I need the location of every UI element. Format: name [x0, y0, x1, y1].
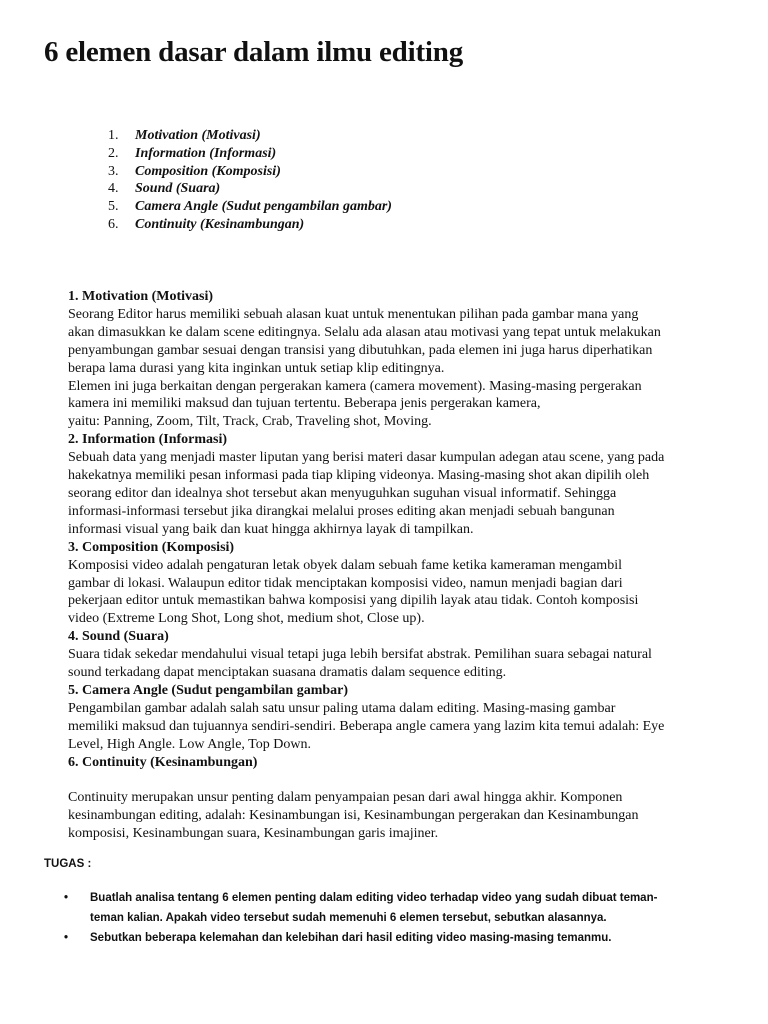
- bullet-icon: •: [64, 932, 69, 944]
- paragraph-line: komposisi, Kesinambungan suara, Kesinambungan garis imajiner.: [68, 826, 439, 842]
- section-information: [68, 431, 718, 538]
- list-item: [108, 145, 392, 163]
- list-number: 3.: [108, 163, 119, 179]
- paragraph-line: informasi-informasi tersebut jika dirangkai melalui proses editing akan menjadi sebuah bangunan: [68, 503, 615, 519]
- list-item: [108, 180, 392, 198]
- task-line: teman kalian. Apakah video tersebut sudah memenuhi 6 elemen tersebut, sebutkan alasannya.: [90, 912, 607, 924]
- paragraph-line: seorang editor dan idealnya shot tersebut akan menyuguhkan suguhan visual informatif. Sehingga: [68, 485, 617, 501]
- list-text: Information (Informasi): [135, 145, 277, 161]
- section-heading: 2. Information (Informasi): [68, 432, 228, 448]
- element-list: [108, 127, 392, 234]
- list-number: 4.: [108, 181, 119, 197]
- task-line: Sebutkan beberapa kelemahan dan kelebihan dari hasil editing video masing-masing temanmu.: [90, 932, 612, 944]
- paragraph-line: berapa lama durasi yang kita inginkan untuk setiap klip editingnya.: [68, 360, 445, 376]
- paragraph-line: informasi visual yang baik dan kuat hingga akhirnya layak di tampilkan.: [68, 521, 474, 537]
- list-item: [108, 127, 392, 145]
- list-number: 6.: [108, 216, 119, 232]
- task-text: [90, 928, 611, 948]
- list-number: 5.: [108, 199, 119, 215]
- task-item: [62, 928, 702, 948]
- list-text: Composition (Komposisi): [135, 163, 281, 179]
- paragraph-line: Komposisi video adalah pengaturan letak obyek dalam sebuah fame ketika kameraman mengambil: [68, 557, 622, 573]
- task-text: [90, 888, 657, 928]
- list-item: [108, 216, 392, 234]
- section-heading: 1. Motivation (Motivasi): [68, 289, 214, 304]
- list-item: [108, 163, 392, 181]
- list-text: Camera Angle (Sudut pengambilan gambar): [135, 199, 392, 215]
- paragraph-line: Level, High Angle. Low Angle, Top Down.: [68, 736, 311, 752]
- paragraph-line: pekerjaan editor untuk memastikan bahwa komposisi yang dipilih layak atau tidak. Contoh komposisi: [68, 593, 639, 609]
- blank-line: [68, 771, 718, 789]
- paragraph-line: yaitu: Panning, Zoom, Tilt, Track, Crab, Traveling shot, Moving.: [68, 414, 432, 430]
- paragraph-line: Sebuah data yang menjadi master liputan yang berisi materi dasar kumpulan adegan atau scene, yang pada: [68, 450, 665, 466]
- list-number: 2.: [108, 145, 119, 161]
- list-text: Continuity (Kesinambungan): [135, 216, 305, 232]
- paragraph-line: memiliki maksud dan tujuannya sendiri-sendiri. Beberapa angle camera yang lazim kita temui adalah: Eye: [68, 718, 665, 734]
- paragraph-line: Continuity merupakan unsur penting dalam penyampaian pesan dari awal hingga akhir. Komponen: [68, 790, 623, 806]
- section-heading: 6. Continuity (Kesinambungan): [68, 754, 258, 770]
- section-heading: 3. Composition (Komposisi): [68, 539, 235, 555]
- section-heading: 4. Sound (Suara): [68, 629, 169, 645]
- section-composition: [68, 539, 718, 629]
- paragraph-line: kesinambungan editing, adalah: Kesinambungan isi, Kesinambungan pergerakan dan Kesinambungan: [68, 808, 639, 824]
- paragraph-line: gambar di lokasi. Walaupun editor tidak menciptakan komposisi video, namun menjadi bagian dari: [68, 575, 623, 591]
- paragraph-line: hakekatnya memiliki pesan informasi pada tiap kliping videonya. Masing-masing shot akan dipilih oleh: [68, 468, 650, 484]
- paragraph-line: Seorang Editor harus memiliki sebuah alasan kuat untuk menentukan pilihan pada gambar mana yang: [68, 306, 639, 322]
- list-item: [108, 198, 392, 216]
- paragraph-line: Suara tidak sekedar mendahului visual tetapi juga lebih bersifat abstrak. Pemilihan suara sebagai natural: [68, 647, 652, 663]
- section-continuity: [68, 754, 718, 844]
- tugas-label: TUGAS :: [44, 858, 92, 870]
- section-camera-angle: [68, 682, 718, 754]
- paragraph-line: Pengambilan gambar adalah salah satu unsur paling utama dalam editing. Masing-masing gambar: [68, 700, 616, 716]
- document-body: [68, 288, 718, 843]
- section-motivation: [68, 288, 718, 431]
- paragraph-line: Elemen ini juga berkaitan dengan pergerakan kamera (camera movement). Masing-masing pergerakan: [68, 378, 642, 394]
- bullet-icon: •: [64, 892, 69, 904]
- document-title: 6 elemen dasar dalam ilmu editing: [44, 36, 464, 68]
- paragraph-line: penyambungan gambar sesuai dengan transisi yang dibutuhkan, pada elemen ini juga harus diperhatikan: [68, 342, 653, 358]
- paragraph-line: sound terkadang dapat menciptakan suasana dramatis dalam sequence editing.: [68, 665, 507, 681]
- paragraph-line: akan dimasukkan ke dalam scene editingnya. Selalu ada alasan atau motivasi yang tepat untuk melakukan: [68, 324, 661, 340]
- task-item: [62, 888, 702, 928]
- list-number: 1.: [108, 128, 119, 143]
- paragraph-line: kamera ini memiliki maksud dan tujuan tertentu. Beberapa jenis pergerakan kamera,: [68, 396, 541, 412]
- paragraph-line: video (Extreme Long Shot, Long shot, medium shot, Close up).: [68, 611, 425, 627]
- section-sound: [68, 628, 718, 682]
- task-line: Buatlah analisa tentang 6 elemen penting dalam editing video terhadap video yang sudah dibuat teman-: [90, 892, 658, 904]
- list-text: Sound (Suara): [135, 181, 221, 197]
- task-list: [62, 864, 702, 948]
- list-text: Motivation (Motivasi): [135, 128, 261, 143]
- section-heading: 5. Camera Angle (Sudut pengambilan gambar): [68, 682, 349, 698]
